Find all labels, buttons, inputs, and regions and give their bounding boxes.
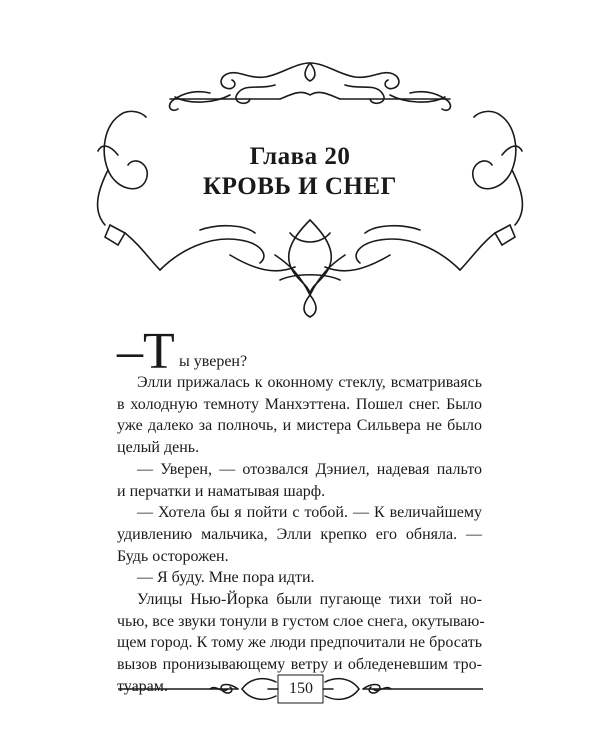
paragraph [117,567,482,589]
opening-line [117,323,482,380]
text-line: удивлению мальчика, Элли крепко его обняла. — [117,525,482,543]
page-number: 150 [289,680,313,697]
chapter-title: КРОВЬ И СНЕГ [203,173,397,200]
chapter-number: Глава 20 [249,143,351,170]
drop-cap: –Т [117,323,175,380]
text-line: туарам. [117,677,168,695]
text-line: Улицы Нью-Йорка были пугающе тихи той но- [137,591,482,609]
text-line: целый день. [117,439,200,457]
paragraph [117,459,482,502]
text-line: Будь осторожен. [117,547,229,565]
text-line: чью, все звуки тонули в густом слое снега, окутываю- [117,612,485,630]
text-line: — Я буду. Мне пора идти. [137,569,315,587]
paragraph [117,372,482,459]
text-line: уже далеко за полночь, и мистера Сильвера не было [117,417,482,435]
text-line: щем город. К тому же люди предпочитали не бросать [117,634,482,652]
paragraph [117,502,482,567]
page-footer [118,670,483,706]
chapter-heading [150,142,450,202]
opening-line-text: ы уверен? [179,353,248,370]
text-line: Элли прижалась к оконному стеклу, всматриваясь [137,374,482,391]
text-line: в холодную темноту Манхэттена. Пошел снег. Было [117,395,482,413]
text-line: вызов пронизывающему ветру и обледеневшим тро- [117,656,482,674]
body-text [117,323,485,698]
text-line: — Хотела бы я пойти с тобой. — К величайшему [137,504,482,522]
text-line: — Уверен, — отозвался Дэниел, надевая пальто [137,460,482,478]
text-line: и перчатки и наматывая шарф. [117,482,326,500]
